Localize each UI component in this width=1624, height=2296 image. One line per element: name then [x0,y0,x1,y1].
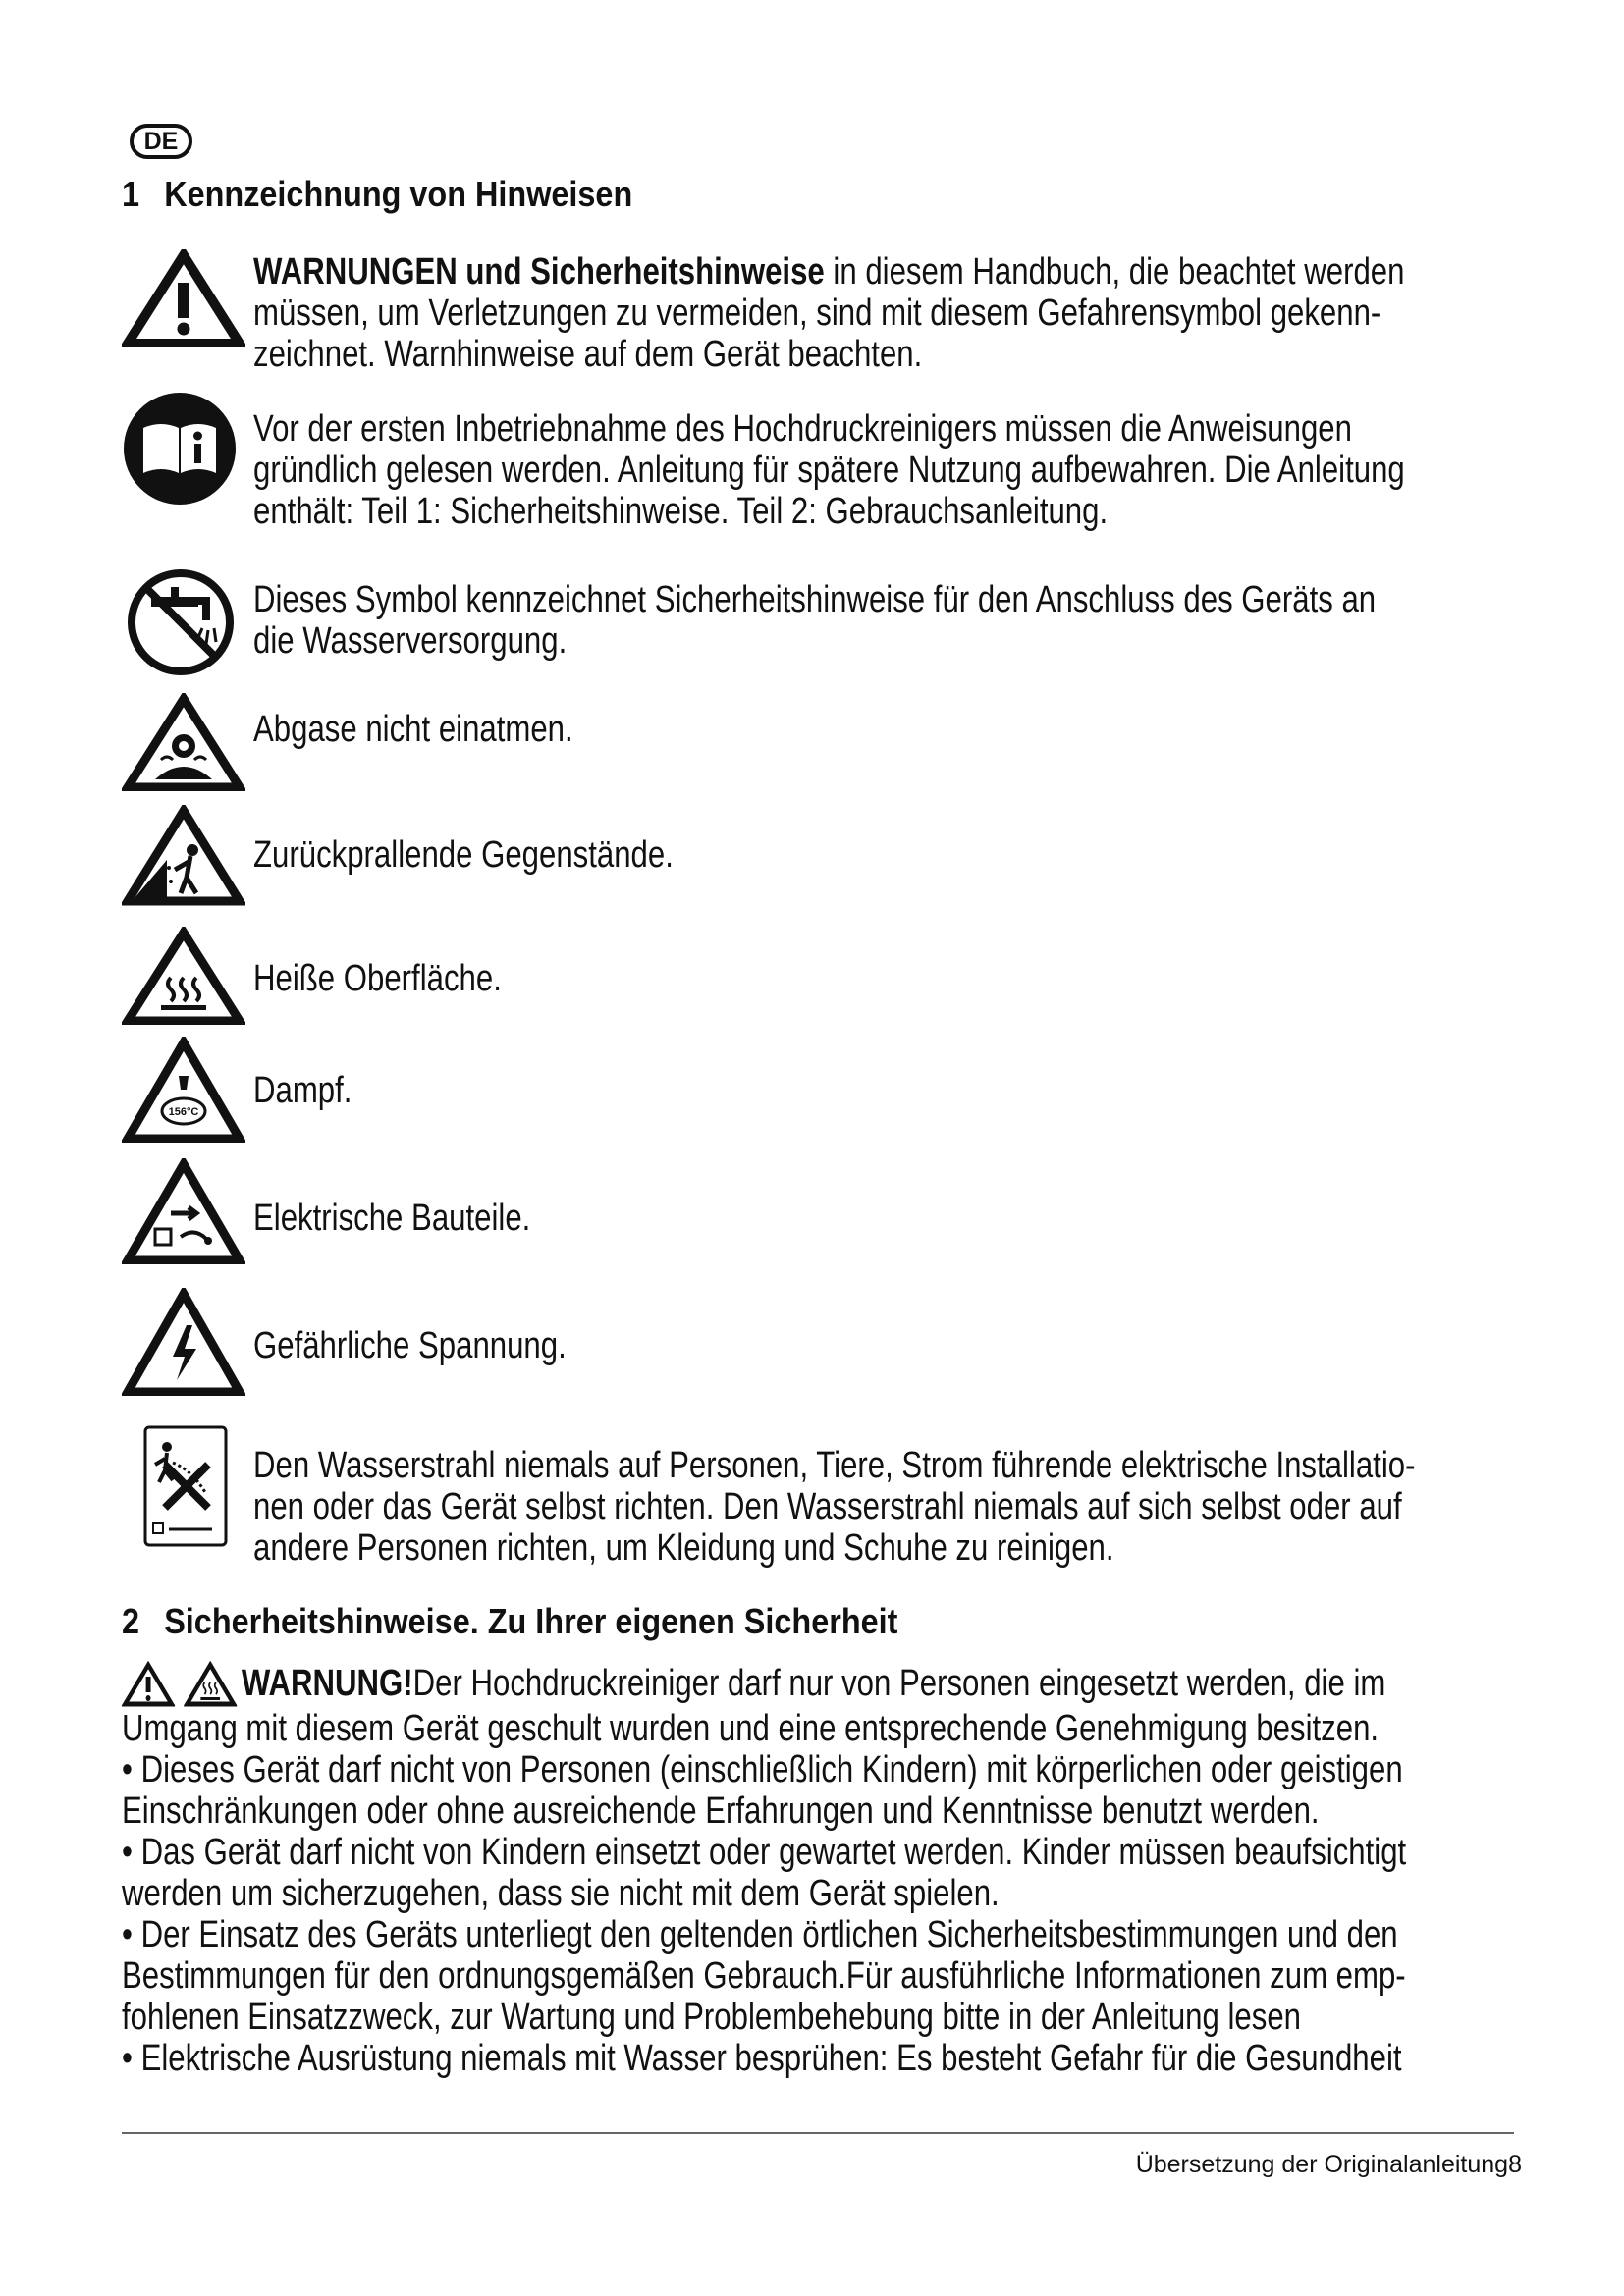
steam-icon [122,1037,245,1143]
section-2-number: 2 [122,1601,140,1641]
text-line: gründlich gelesen werden. Anleitung für spätere Nutzung aufbewahren. Die Anleitung [253,450,1405,491]
text-line: zeichnet. Warnhinweise auf dem Gerät beachten. [253,334,923,375]
no-tap-connection-icon [122,567,240,677]
exhaust-gas-label [253,709,1380,750]
text-line: Dieses Symbol kennzeichnet Sicherheitshinweise für den Anschluss des Geräts an [253,579,1377,620]
warning-triangle-small-icon [122,1661,175,1708]
language-badge: DE [130,124,192,159]
text-line: enthält: Teil 1: Sicherheitshinweise. Teil 2: Gebrauchsanleitung. [253,491,1109,532]
section-1-title: Kennzeichnung von Hinweisen [164,174,633,214]
bullet-line: • Elektrische Ausrüstung niemals mit Wasser besprühen: Es besteht Gefahr für die Gesundheit [122,2038,1402,2079]
text-line: Elektrische Bauteile. [253,1198,531,1239]
read-manual-icon [122,391,238,507]
high-voltage-label [253,1325,1380,1366]
text-line: Heiße Oberfläche. [253,958,502,999]
steam-label [253,1070,1380,1111]
no-spray-at-people-description [253,1445,1416,1569]
rebounding-objects-icon [122,805,245,907]
exhaust-gas-icon [122,693,245,791]
warning-icons [122,1661,237,1708]
safety-instructions-body [122,1661,1506,2079]
water-supply-description [253,579,1380,662]
bullet-line: • Der Einsatz des Geräts unterliegt den geltenden örtlichen Sicherheitsbestimmungen und den [122,1914,1398,1955]
text-line: andere Personen richten, um Kleidung und Schuhe zu reinigen. [253,1527,1114,1569]
bullet-line: • Dieses Gerät darf nicht von Personen (einschließlich Kindern) mit körperlichen oder geistigen [122,1749,1403,1790]
warning-lead-text: WARNUNGEN und Sicherheitshinweise [253,251,825,293]
high-voltage-icon [122,1288,245,1396]
section-1-heading [122,175,632,214]
read-manual-description [253,408,1405,532]
steam-temperature-label: 156°C [168,1106,199,1118]
warning-triangle-icon [122,249,245,347]
rebounding-objects-label [253,834,1380,876]
text-line: Bestimmungen für den ordnungsgemäßen Gebrauch.Für ausführliche Informationen zum emp- [122,1955,1406,1997]
warning-word: WARNUNG! [241,1663,413,1704]
text-line: Den Wasserstrahl niemals auf Personen, Tiere, Strom führende elektrische Installatio- [253,1445,1416,1486]
no-spray-at-people-icon [143,1425,228,1547]
text-line: Einschränkungen oder ohne ausreichende Erfahrungen und Kenntnisse benutzt werden. [122,1790,1320,1832]
electrical-components-label [253,1198,1380,1239]
text-line: Vor der ersten Inbetriebnahme des Hochdruckreinigers müssen die Anweisungen [253,408,1352,450]
hot-surface-small-icon [184,1661,237,1708]
electrical-components-icon [122,1158,245,1264]
text-line: in diesem Handbuch, die beachtet werden [824,251,1405,293]
footer-text: Übersetzung der Originalanleitung8 [1135,2151,1522,2178]
text-line: werden um sicherzugehen, dass sie nicht mit dem Gerät spielen. [122,1873,1000,1914]
bullet-line: • Das Gerät darf nicht von Kindern einsetzt oder gewartet werden. Kinder müssen beaufsichtigt [122,1832,1407,1873]
text-line: müssen, um Verletzungen zu vermeiden, sind mit diesem Gefahrensymbol gekenn- [253,293,1381,334]
text-line: Der Hochdruckreiniger darf nur von Personen eingesetzt werden, die im [412,1663,1386,1704]
text-line: Umgang mit diesem Gerät geschult wurden und eine entsprechende Genehmigung besitzen. [122,1708,1380,1749]
hot-surface-label [253,958,1380,999]
text-line: fohlenen Einsatzzweck, zur Wartung und Problembehebung bitte in der Anleitung lesen [122,1997,1301,2038]
hot-surface-icon [122,927,245,1025]
text-line: Gefährliche Spannung. [253,1325,567,1366]
text-line: Abgase nicht einatmen. [253,709,573,750]
text-line: Dampf. [253,1070,352,1111]
warning-symbol-description [253,251,1405,375]
section-2-title: Sicherheitshinweise. Zu Ihrer eigenen Sicherheit [164,1601,898,1641]
text-line: nen oder das Gerät selbst richten. Den Wasserstrahl niemals auf sich selbst oder auf [253,1486,1402,1527]
text-line: Zurückprallende Gegenstände. [253,834,674,876]
section-1-number: 1 [122,174,140,214]
footer-divider [122,2132,1514,2134]
text-line: die Wasserversorgung. [253,620,568,662]
section-2-heading [122,1602,897,1641]
